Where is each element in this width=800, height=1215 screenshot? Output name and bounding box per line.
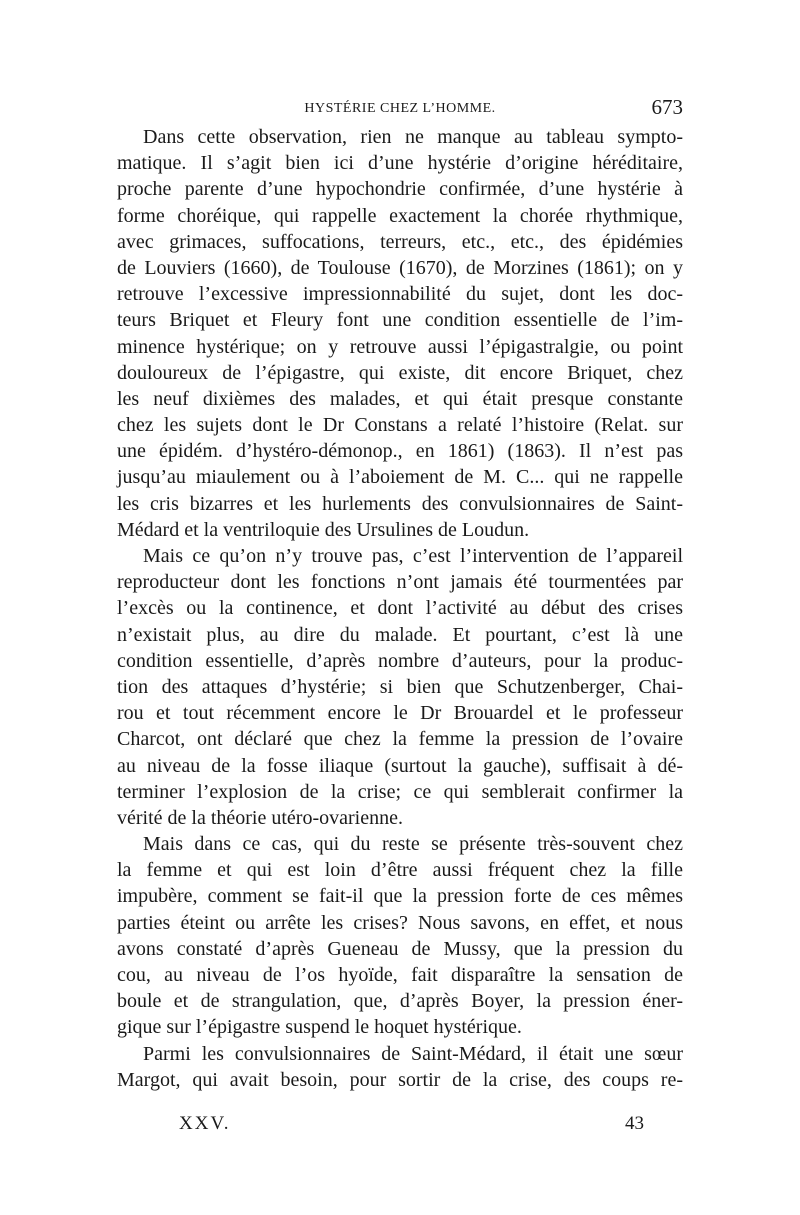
text-line: de Louviers (1660), de Toulouse (1670), de Morzines (1861); on y: [117, 256, 683, 279]
text-line: reproducteur dont les fonctions n’ont jamais été tourmentées par: [117, 571, 683, 594]
text-line: gique sur l’épigastre suspend le hoquet hystérique.: [117, 1016, 522, 1039]
text-line: douloureux de l’épigastre, qui existe, dit encore Briquet, chez: [117, 361, 683, 384]
text-line: teurs Briquet et Fleury font une condition essentielle de l’im-: [117, 309, 683, 332]
text-line: Margot, qui avait besoin, pour sortir de la crise, des coups re-: [117, 1068, 683, 1091]
text-line: minence hystérique; on y retrouve aussi l’épigastralgie, ou point: [117, 335, 683, 358]
text-line: Charcot, ont déclaré que chez la femme la pression de l’ovaire: [117, 728, 683, 751]
text-line: l’excès ou la continence, et dont l’activité au début des crises: [117, 597, 683, 620]
text-line: n’existait plus, au dire du malade. Et pourtant, c’est là une: [117, 623, 683, 646]
text-line: avons constaté d’après Gueneau de Mussy, que la pression du: [117, 937, 683, 960]
text-line: parties éteint ou arrête les crises? Nous savons, en effet, et nous: [117, 911, 683, 934]
text-line: avec grimaces, suffocations, terreurs, etc., etc., des épidémies: [117, 230, 683, 253]
text-line: cou, au niveau de l’os hyoïde, fait disparaître la sensation de: [117, 964, 683, 986]
running-title: HYSTÉRIE CHEZ L’HOMME.: [304, 101, 496, 116]
text-line: impubère, comment se fait-il que la pression forte de ces mêmes: [117, 885, 683, 908]
text-line: Mais dans ce cas, qui du reste se présente très-souvent chez: [143, 833, 683, 856]
text-line: les neuf dixièmes des malades, et qui était presque constante: [117, 387, 683, 410]
text-line: tion des attaques d’hystérie; si bien que Schutzenberger, Chai-: [117, 675, 683, 698]
signature-mark: XXV.: [179, 1113, 231, 1134]
text-line: matique. Il s’agit bien ici d’une hystérie d’origine héréditaire,: [117, 152, 683, 175]
text-line: une épidém. d’hystéro-démonop., en 1861) (1863). Il n’est pas: [117, 440, 683, 463]
text-line: proche parente d’une hypochondrie confirmée, d’une hystérie à: [117, 178, 683, 201]
text-line: chez les sujets dont le Dr Constans a relaté l’histoire (Relat. sur: [117, 414, 683, 437]
text-line: la femme et qui est loin d’être aussi fréquent chez la fille: [117, 859, 683, 882]
text-line: rou et tout récemment encore le Dr Brouardel et le professeur: [117, 702, 683, 725]
text-line: Parmi les convulsionnaires de Saint-Médard, il était une sœur: [143, 1042, 683, 1065]
page-footer: [117, 1113, 683, 1143]
book-page: [117, 0, 683, 1215]
text-line: Dans cette observation, rien ne manque au tableau sympto-: [143, 126, 683, 148]
text-line: Médard et la ventriloquie des Ursulines de Loudun.: [117, 518, 530, 541]
text-line: boule et de strangulation, que, d’après Boyer, la pression éner-: [117, 990, 683, 1013]
text-line: les cris bizarres et les hurlements des convulsionnaires de Saint-: [117, 492, 683, 515]
text-line: vérité de la théorie utéro-ovarienne.: [117, 806, 403, 829]
gathering-folio: 43: [625, 1113, 644, 1134]
text-line: condition essentielle, d’après nombre d’auteurs, pour la produc-: [117, 649, 683, 672]
page-header: [117, 95, 683, 125]
text-line: Mais ce qu’on n’y trouve pas, c’est l’intervention de l’appareil: [143, 545, 683, 567]
text-line: retrouve l’excessive impressionnabilité du sujet, dont les doc-: [117, 283, 683, 306]
text-line: terminer l’explosion de la crise; ce qui semblerait confirmer la: [117, 780, 683, 803]
page-number: 673: [651, 95, 683, 119]
text-line: forme choréique, qui rappelle exactement la chorée rhythmique,: [117, 204, 683, 227]
text-line: jusqu’au miaulement ou à l’aboiement de M. C... qui ne rappelle: [117, 466, 683, 489]
text-line: au niveau de la fosse iliaque (surtout la gauche), suffisait à dé-: [117, 754, 683, 777]
body-text: [117, 124, 683, 1093]
